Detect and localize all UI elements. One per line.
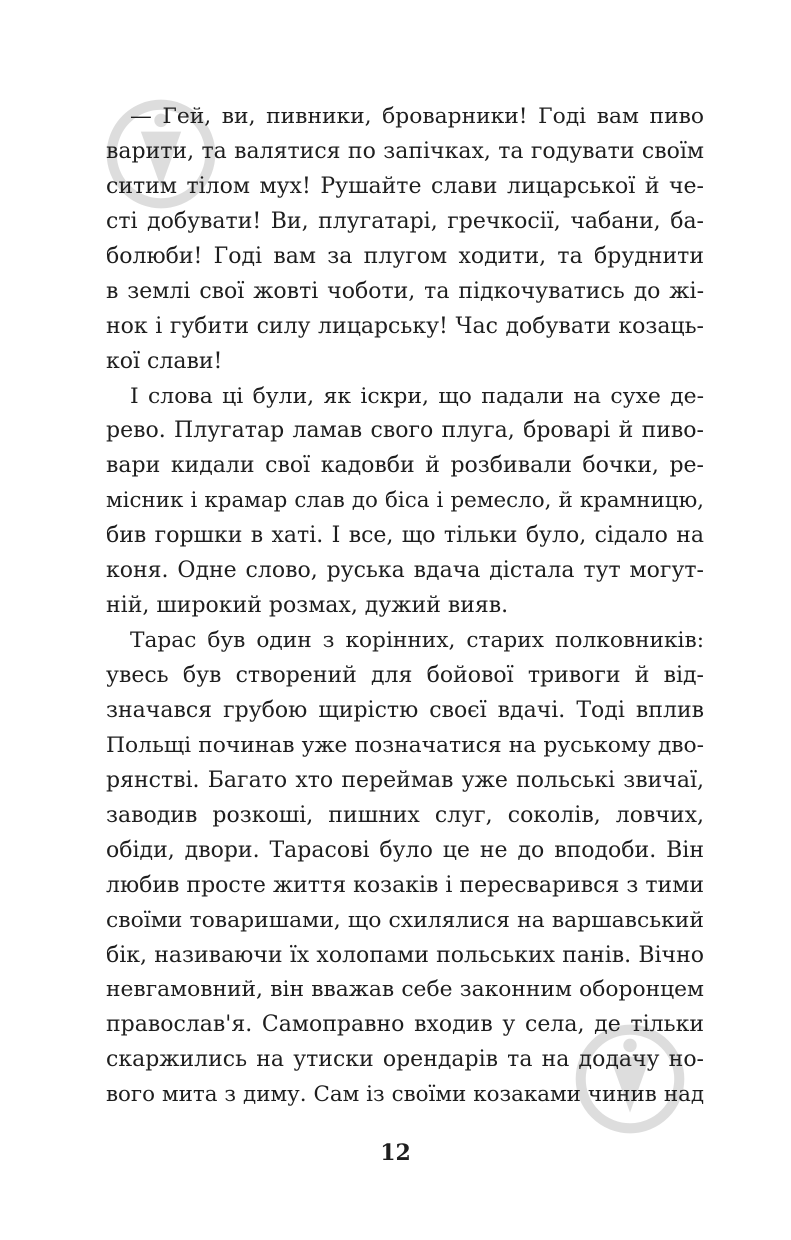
text-line: своїми товаришами, що схилялися на варшавський (106, 907, 704, 933)
text-line: бік, називаючи їх холопами польських панів. Вічно (106, 942, 704, 968)
text-line: Тарас був один з корінних, старих полковників: (130, 628, 704, 654)
text-line: місник і крамар слав до біса і ремесло, й крамницю, (106, 488, 704, 514)
text-line: значався грубою щирістю своєї вдачі. Тоді вплив (106, 697, 704, 723)
text-line: православ'я. Самоправно входив у села, де тільки (106, 1012, 704, 1038)
paragraph-3 (106, 624, 704, 1113)
text-line: вого мита з диму. Сам із своїми козаками чинив над (106, 1082, 704, 1108)
page-number: 12 (380, 1140, 411, 1166)
body-text (106, 100, 704, 1113)
text-line: варити, та валятися по запічках, та годувати своїм (106, 138, 704, 164)
text-line: сті добувати! Ви, плугатарі, гречкосії, чабани, ба- (106, 208, 704, 234)
text-line: І слова ці були, як іскри, що падали на сухе де- (130, 383, 704, 409)
text-line: Польщі починав уже позначатися на руському дво- (106, 732, 704, 758)
text-line: ній, широкий розмах, дужий вияв. (106, 593, 509, 619)
text-line: скаржились на утиски орендарів та на додачу но- (106, 1047, 704, 1073)
text-line: — Гей, ви, пивники, броварники! Годі вам пиво (130, 104, 704, 129)
text-line: ситим тілом мух! Рушайте слави лицарської й че- (106, 173, 704, 199)
text-line: заводив розкоші, пишних слуг, соколів, ловчих, (106, 802, 704, 828)
text-line: бив горшки в хаті. І все, що тільки було, сідало на (106, 523, 704, 549)
text-line: коня. Одне слово, руська вдача дістала тут могут- (106, 558, 704, 584)
text-line: нок і губити силу лицарську! Час добувати козаць- (106, 313, 704, 339)
text-line: увесь був створений для бойової тривоги й від- (106, 663, 704, 688)
paragraph-2 (106, 380, 704, 625)
paragraph-1 (106, 100, 704, 380)
text-line: болюби! Годі вам за плугом ходити, та бруднити (106, 243, 704, 269)
text-line: вари кидали свої кадовби й розбивали бочки, ре- (106, 453, 704, 479)
text-line: рянстві. Багато хто переймав уже польські звичаї, (106, 767, 704, 793)
text-line: любив просте життя козаків і пересварився з тими (106, 872, 704, 898)
text-line: рево. Плугатар ламав свого плуга, броварі й пиво- (106, 418, 704, 444)
text-line: невгамовний, він вважав себе законним оборонцем (106, 977, 704, 1003)
text-line: обіди, двори. Тарасові було це не до вподоби. Він (106, 837, 704, 863)
text-line: в землі свої жовті чоботи, та підкочуватись до жі- (106, 278, 704, 304)
text-line: кої слави! (106, 348, 223, 374)
